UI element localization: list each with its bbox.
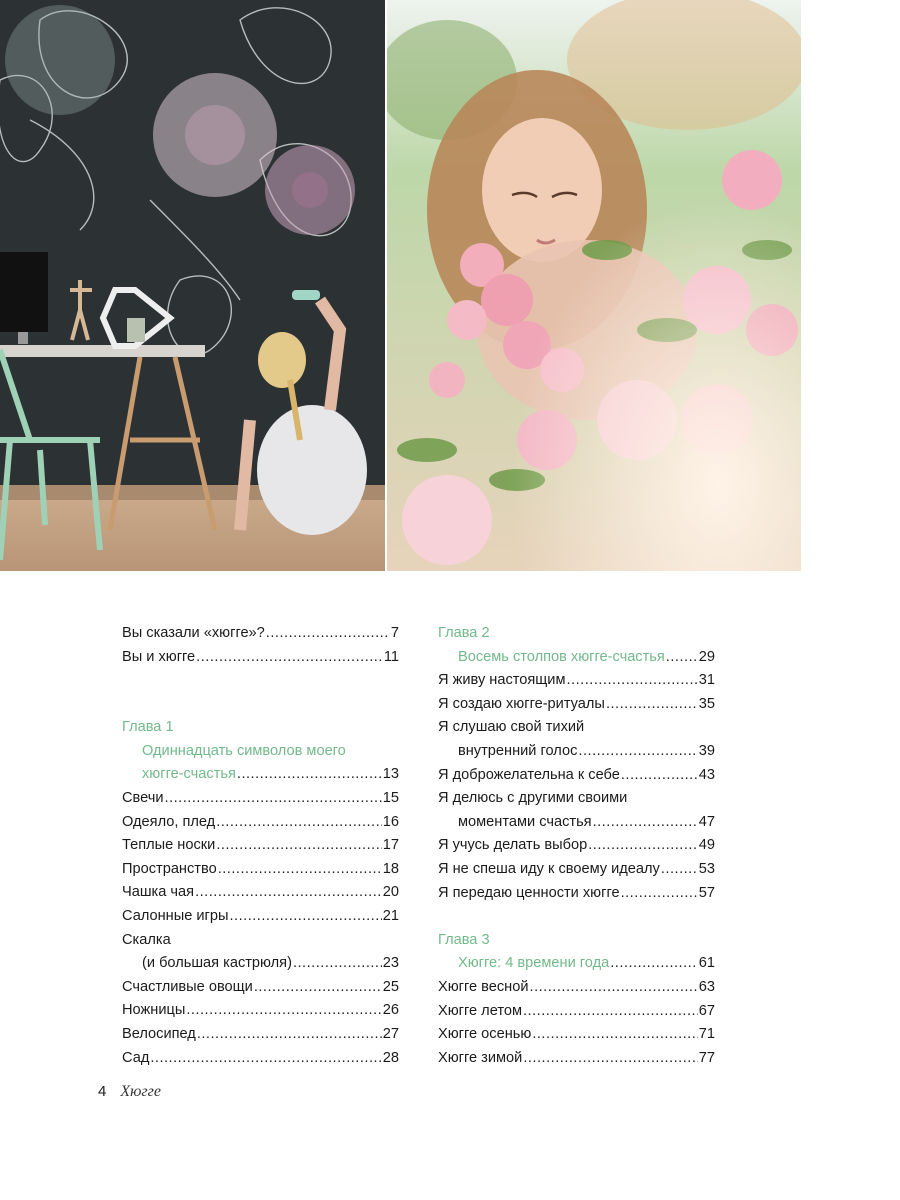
chapter-3-label: Глава 3 [438, 931, 490, 948]
chapter-1-label: Глава 1 [122, 719, 174, 736]
toc-entry-title: Хюгге осенью [438, 1026, 532, 1043]
leader-dots [195, 881, 382, 905]
toc-entry-page: 57 [698, 884, 715, 901]
toc-entry-title: внутренний голос [458, 742, 578, 759]
toc-entry-title: Сад [122, 1049, 150, 1066]
leader-dots [229, 905, 381, 929]
toc-entry-title: хюгге-счастья [142, 766, 236, 783]
toc-entry-title: Восемь столпов хюгге-счастья [458, 648, 665, 665]
chapter-2-label: Глава 2 [438, 625, 490, 641]
toc-entry-page: 7 [390, 625, 399, 641]
photo-woman-smelling-roses [387, 0, 801, 571]
toc-entry-title: (и большая кастрюля) [142, 955, 292, 972]
toc-entry-page: 18 [382, 860, 399, 877]
toc-entry[interactable] [122, 1023, 399, 1047]
toc-entry[interactable] [438, 858, 715, 882]
toc-entry-page: 53 [698, 860, 715, 877]
chapter-2-title[interactable] [438, 646, 715, 670]
chapter-3-title[interactable] [438, 952, 715, 976]
toc-entry-title: Хюгге летом [438, 1002, 522, 1019]
leader-dots [197, 1023, 382, 1047]
toc-entry-page: 43 [698, 766, 715, 783]
toc-entry-page: 77 [698, 1049, 715, 1066]
toc-entry-title: Вы и хюгге [122, 648, 196, 665]
toc-entry-page: 21 [382, 907, 399, 924]
toc-entry-title: Я доброжелательна к себе [438, 766, 620, 783]
toc-entry-page: 39 [698, 742, 715, 759]
toc-entry[interactable] [438, 1000, 715, 1024]
toc-entry[interactable] [122, 834, 399, 858]
toc-entry[interactable] [438, 693, 715, 717]
toc-entry-title: Пространство [122, 860, 217, 877]
toc-entry-title: Одеяло, плед [122, 813, 216, 830]
toc-entry[interactable] [438, 1047, 715, 1071]
toc-entry-page: 28 [382, 1049, 399, 1066]
leader-dots [621, 764, 698, 788]
toc-entry-page: 20 [382, 884, 399, 901]
toc-entry[interactable] [438, 811, 715, 835]
toc-entry-page: 25 [382, 978, 399, 995]
toc-entry-title-line1[interactable]: Скалка [122, 931, 171, 948]
toc-entry-page: 49 [698, 837, 715, 854]
toc-entry-page: 71 [698, 1026, 715, 1043]
leader-dots [216, 834, 381, 858]
toc-entry[interactable] [438, 1023, 715, 1047]
toc-entry-title: Вы сказали «хюгге»? [122, 625, 265, 641]
leader-dots [610, 952, 698, 976]
toc-entry[interactable] [122, 811, 399, 835]
leader-dots [165, 787, 382, 811]
toc-entry-title: Чашка чая [122, 884, 195, 901]
toc-entry-page: 16 [382, 813, 399, 830]
toc-entry-page: 67 [698, 1002, 715, 1019]
toc-entry[interactable] [438, 976, 715, 1000]
toc-entry[interactable] [438, 882, 715, 906]
leader-dots [532, 1023, 697, 1047]
toc-entry-page: 47 [698, 813, 715, 830]
toc-entry[interactable] [122, 881, 399, 905]
leader-dots [578, 740, 697, 764]
toc-entry-title: Я учусь делать выбор [438, 837, 588, 854]
toc-entry-page: 17 [382, 837, 399, 854]
leader-dots [293, 952, 382, 976]
toc-entry[interactable] [122, 952, 399, 976]
toc-entry-page: 26 [382, 1002, 399, 1019]
toc-entry-title: Свечи [122, 789, 164, 806]
toc-entry-page: 13 [382, 766, 399, 783]
toc-entry-title: Хюгге весной [438, 978, 529, 995]
toc-entry[interactable] [122, 622, 399, 646]
leader-dots [150, 1047, 381, 1071]
leader-dots [661, 858, 698, 882]
toc-entry-title: моментами счастья [458, 813, 592, 830]
toc-entry-page: 27 [382, 1025, 399, 1042]
toc-entry-page: 31 [698, 672, 715, 689]
toc-entry-title-line1[interactable]: Я делюсь с другими своими [438, 790, 628, 807]
running-title: Хюгге [120, 1083, 161, 1100]
toc-entry-title: Велосипед [122, 1025, 196, 1042]
leader-dots [567, 669, 698, 693]
toc-entry-page: 11 [383, 648, 399, 665]
leader-dots [606, 693, 698, 717]
leader-dots [196, 646, 383, 670]
leader-dots [186, 999, 381, 1023]
toc-entry-title: Салонные игры [122, 907, 229, 924]
toc-entry-title: Хюгге зимой [438, 1049, 523, 1066]
toc-entry-page: 23 [382, 955, 399, 972]
leader-dots [237, 763, 382, 787]
toc-entry[interactable] [438, 669, 715, 693]
toc-entry[interactable] [122, 1047, 399, 1071]
toc-entry-title: Я не спеша иду к своему идеалу [438, 860, 660, 877]
toc-entry[interactable] [122, 858, 399, 882]
leader-dots [523, 1047, 697, 1071]
toc-entry[interactable] [438, 834, 715, 858]
toc-entry[interactable] [122, 999, 399, 1023]
leader-dots [666, 646, 698, 670]
toc-left-column [122, 622, 399, 1070]
leader-dots [523, 1000, 698, 1024]
toc-entry-page: 15 [382, 789, 399, 806]
toc-entry[interactable] [122, 976, 399, 1000]
toc-entry[interactable] [122, 905, 399, 929]
toc-entry-title-line1[interactable]: Я слушаю свой тихий [438, 719, 585, 736]
toc-entry[interactable] [122, 787, 399, 811]
toc-entry-page: 63 [698, 978, 715, 995]
chapter-1-title-line2[interactable] [122, 763, 399, 787]
leader-dots [588, 834, 698, 858]
toc-entry[interactable] [438, 740, 715, 764]
toc-entry-title: Я живу настоящим [438, 672, 566, 689]
page-footer [98, 1083, 161, 1101]
leader-dots [621, 882, 698, 906]
toc-entry-page: 61 [698, 955, 715, 972]
toc-entry-page: 29 [698, 648, 715, 665]
toc-entry-title: Я создаю хюгге-ритуалы [438, 695, 605, 712]
photo-chalkboard-wall [0, 0, 385, 571]
chapter-1-title-line1[interactable]: Одиннадцать символов моего [142, 742, 346, 759]
toc-entry-title: Счастливые овощи [122, 978, 253, 995]
toc-entry-title: Ножницы [122, 1002, 186, 1019]
toc-entry-title: Хюгге: 4 времени года [458, 955, 610, 972]
toc-right-column [438, 622, 715, 1070]
toc-entry[interactable] [438, 764, 715, 788]
leader-dots [218, 858, 382, 882]
toc-entry-page: 35 [698, 695, 715, 712]
toc-entry[interactable] [122, 646, 399, 670]
leader-dots [216, 811, 382, 835]
page-number: 4 [98, 1083, 107, 1100]
toc-entry-title: Теплые носки [122, 837, 216, 854]
leader-dots [530, 976, 698, 1000]
leader-dots [254, 976, 382, 1000]
leader-dots [593, 811, 698, 835]
toc-entry-title: Я передаю ценности хюгге [438, 884, 620, 901]
leader-dots [266, 622, 390, 646]
